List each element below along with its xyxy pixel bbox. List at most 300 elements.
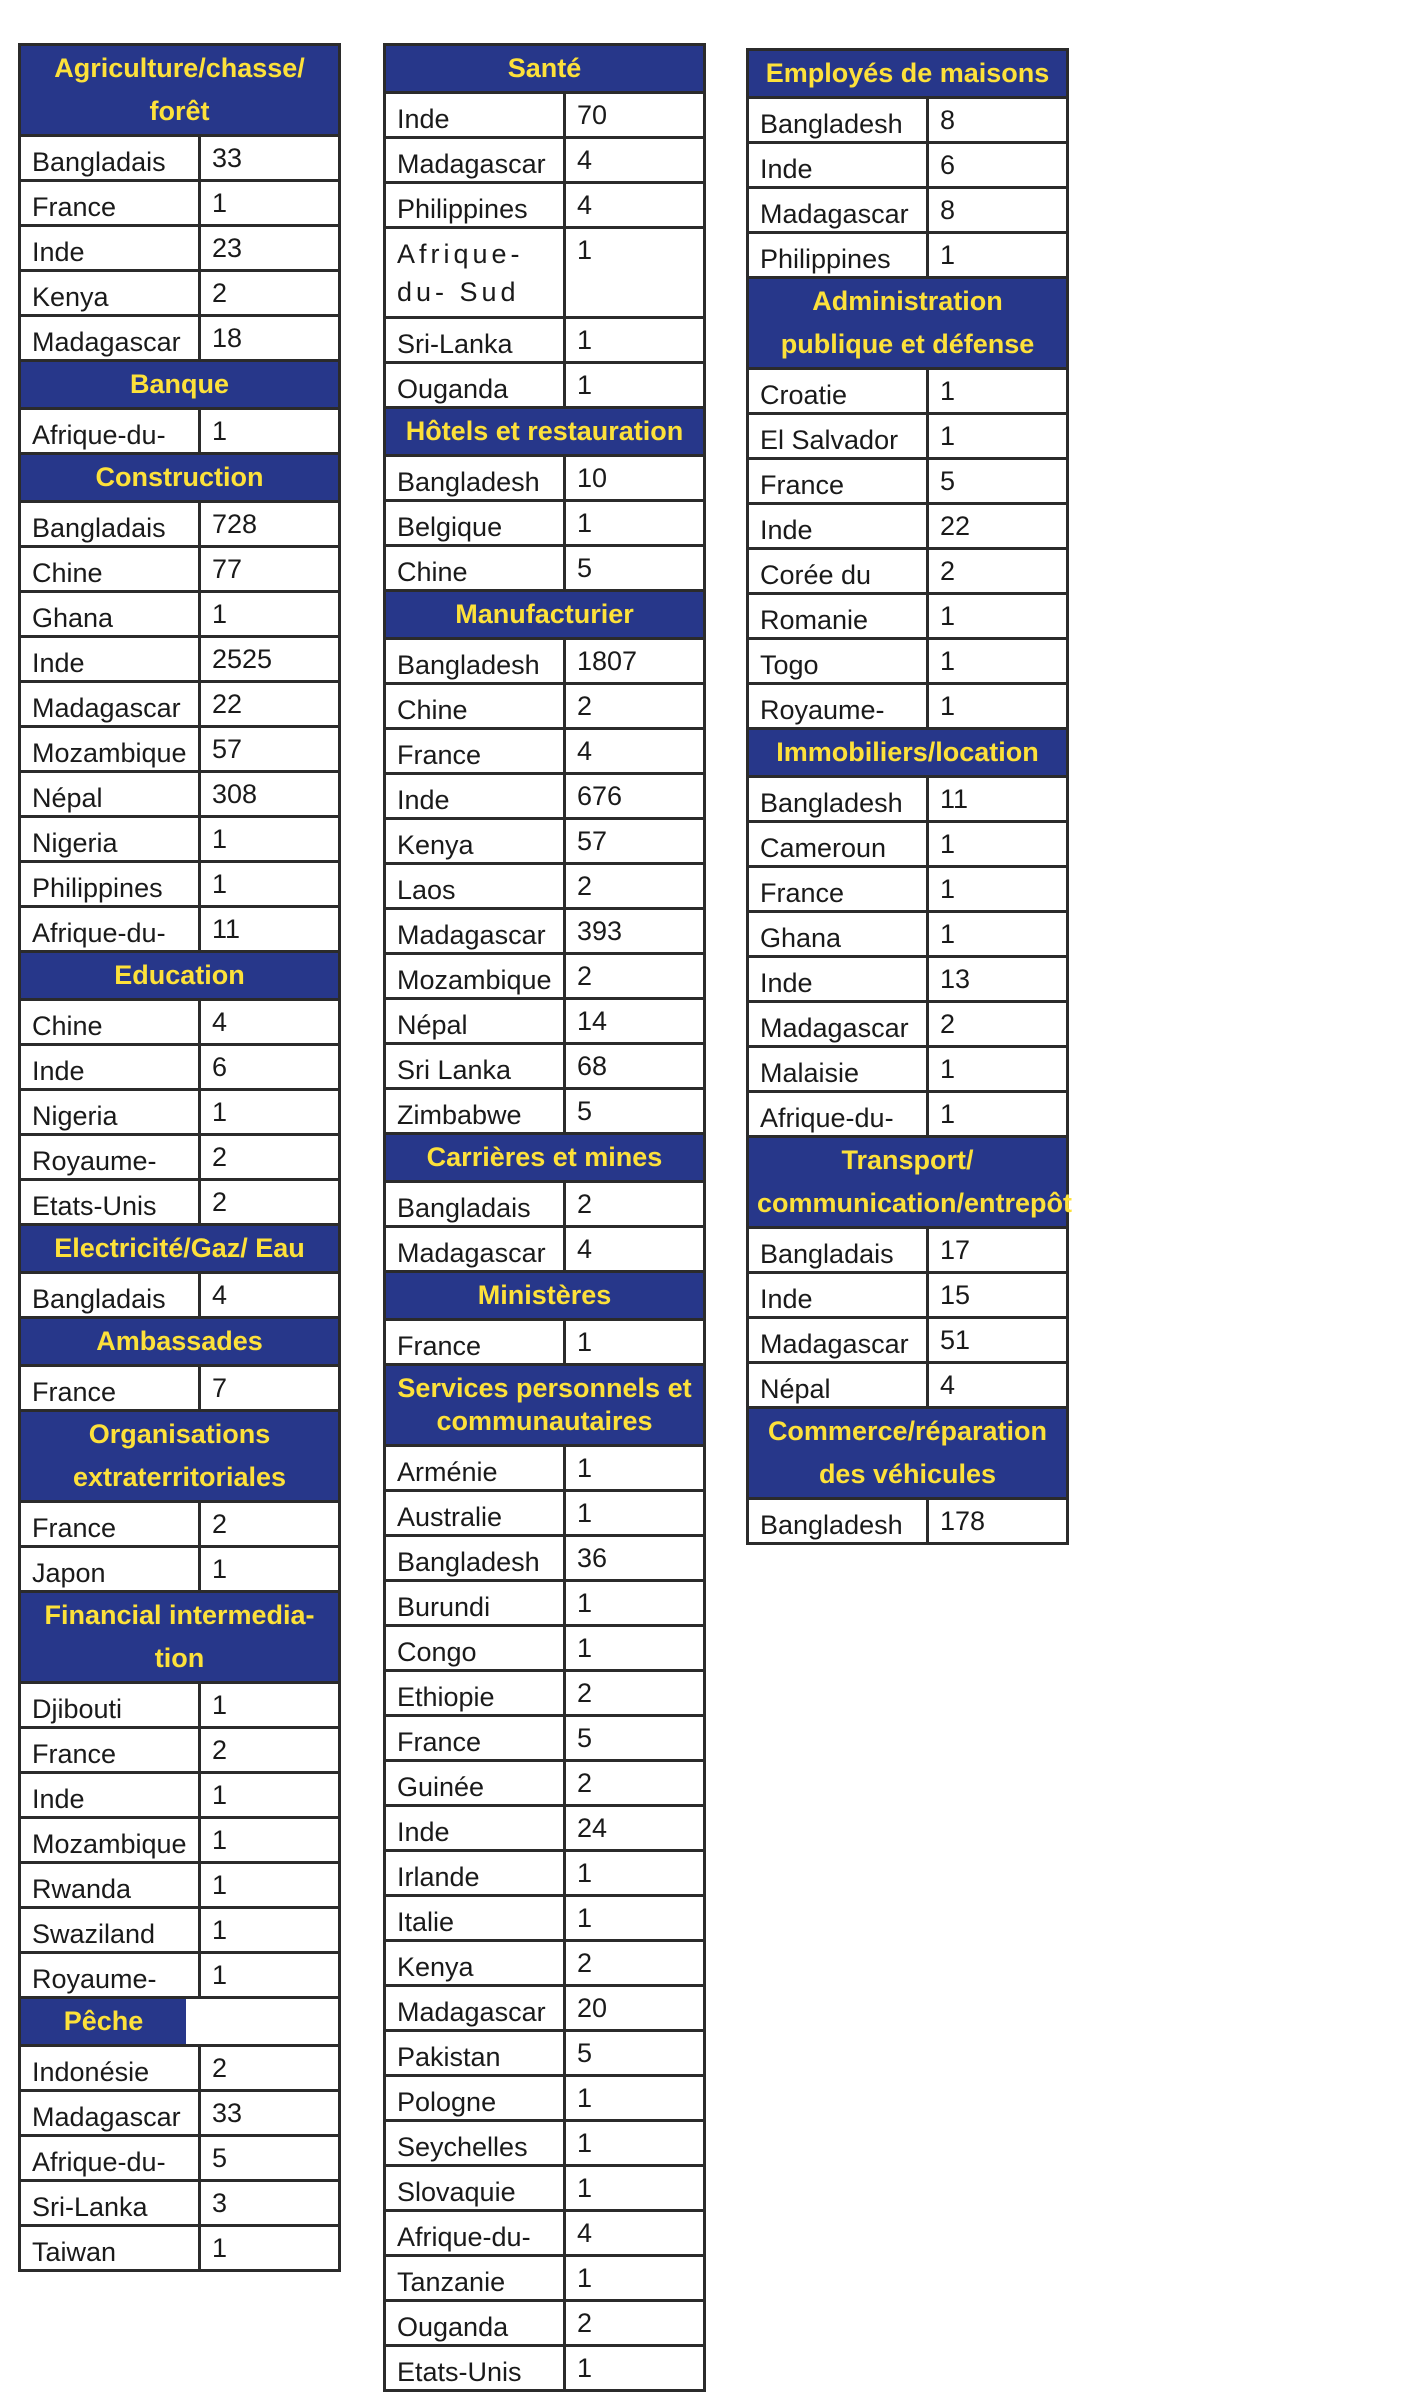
value-cell: 17 xyxy=(940,1235,971,1265)
table-row xyxy=(386,685,703,730)
value-cell: 4 xyxy=(212,1007,228,1037)
country-cell: Népal xyxy=(749,1364,929,1406)
table-column-2 xyxy=(383,43,706,2392)
table-row xyxy=(386,139,703,184)
value-cell: 1 xyxy=(577,2173,593,2203)
table-column-3 xyxy=(746,48,1073,1545)
country-cell: France xyxy=(386,730,566,772)
country-cell: Bangladesh xyxy=(749,1500,929,1542)
table-row xyxy=(21,908,338,953)
value-cell: 11 xyxy=(940,784,969,814)
country-cell: Seychelles xyxy=(386,2122,566,2164)
country-cell: Bangladesh xyxy=(386,1537,566,1579)
value-cell: 2 xyxy=(940,556,956,586)
value-cell: 2 xyxy=(940,1009,956,1039)
country-cell: Inde xyxy=(21,1774,201,1816)
table-row xyxy=(386,1228,703,1273)
country-cell: Zimbabwe xyxy=(386,1090,566,1132)
table-row xyxy=(749,415,1066,460)
table-row xyxy=(386,2077,703,2122)
value-cell: 4 xyxy=(940,1370,956,1400)
table-row xyxy=(386,184,703,229)
country-cell: Inde xyxy=(749,144,929,186)
table-row xyxy=(386,1852,703,1897)
table-row xyxy=(749,1003,1066,1048)
table-row xyxy=(21,227,338,272)
section-header: Electricité/Gaz/ Eau xyxy=(21,1226,338,1274)
table-row xyxy=(386,1090,703,1135)
country-cell: Madagascar xyxy=(386,1228,566,1270)
table-row xyxy=(21,1136,338,1181)
country-cell: Pologne xyxy=(386,2077,566,2119)
country-cell: Madagascar xyxy=(21,683,201,725)
country-cell: Inde xyxy=(21,1046,201,1088)
table-row xyxy=(386,94,703,139)
table-row xyxy=(749,595,1066,640)
country-cell: Inde xyxy=(386,94,566,136)
table-row xyxy=(386,1045,703,1090)
value-cell: 70 xyxy=(577,100,608,130)
value-cell: 18 xyxy=(212,323,243,353)
country-cell: Corée du xyxy=(749,550,929,592)
country-cell: Mozambique xyxy=(21,728,201,770)
table-row xyxy=(386,1942,703,1987)
table-row xyxy=(749,99,1066,144)
section-header: Construction xyxy=(21,455,338,503)
table-row xyxy=(21,1954,338,1999)
value-cell: 77 xyxy=(212,554,243,584)
value-cell: 2 xyxy=(212,1142,228,1172)
value-cell: 1 xyxy=(212,599,228,629)
value-cell: 2 xyxy=(577,691,593,721)
country-cell: Ouganda xyxy=(386,364,566,406)
country-cell: Mozambique xyxy=(386,955,566,997)
country-cell: Philippines xyxy=(749,234,929,276)
country-cell: Romanie xyxy=(749,595,929,637)
country-cell: Afrique-du- xyxy=(21,410,201,452)
country-cell: Bangladais xyxy=(21,137,201,179)
table-row xyxy=(21,1819,338,1864)
value-cell: 4 xyxy=(577,1234,593,1264)
country-cell: Nigeria xyxy=(21,1091,201,1133)
table-row xyxy=(386,730,703,775)
table-row xyxy=(386,1627,703,1672)
table-row xyxy=(386,640,703,685)
value-cell: 2 xyxy=(577,961,593,991)
value-cell: 5 xyxy=(212,2143,228,2173)
country-cell: Inde xyxy=(21,638,201,680)
value-cell: 1 xyxy=(577,325,593,355)
value-cell: 393 xyxy=(577,916,623,946)
table-row xyxy=(386,2167,703,2212)
table-row xyxy=(21,683,338,728)
country-cell: France xyxy=(386,1717,566,1759)
table-row xyxy=(749,823,1066,868)
value-cell: 1 xyxy=(212,1554,228,1584)
value-cell: 5 xyxy=(940,466,956,496)
table-row xyxy=(386,820,703,865)
country-cell: France xyxy=(749,460,929,502)
value-cell: 1 xyxy=(940,421,956,451)
table-row xyxy=(21,548,338,593)
value-cell: 1 xyxy=(940,240,956,270)
section-header: Manufacturier xyxy=(386,592,703,640)
table-row xyxy=(21,182,338,227)
section-header: Commerce/réparation des véhicules xyxy=(749,1409,1066,1500)
value-cell: 2 xyxy=(212,1187,228,1217)
country-cell: Laos xyxy=(386,865,566,907)
value-cell: 1 xyxy=(577,1858,593,1888)
value-cell: 1 xyxy=(212,1870,228,1900)
value-cell: 13 xyxy=(940,964,971,994)
country-cell: Afrique-du- xyxy=(21,908,201,950)
value-cell: 1 xyxy=(212,188,228,218)
table-row xyxy=(386,1321,703,1366)
value-cell: 1 xyxy=(212,869,228,899)
table-row xyxy=(21,2227,338,2269)
country-cell: Bangladais xyxy=(386,1183,566,1225)
value-cell: 2 xyxy=(577,1189,593,1219)
country-cell: Ouganda xyxy=(386,2302,566,2344)
section-header: Organisations extraterritoriales xyxy=(21,1412,338,1503)
country-cell: Afrique-du- xyxy=(749,1093,929,1135)
country-cell: Bangladesh xyxy=(386,457,566,499)
table-row xyxy=(386,1762,703,1807)
table-row xyxy=(21,1181,338,1226)
value-cell: 15 xyxy=(940,1280,971,1310)
table-row xyxy=(21,272,338,317)
country-cell: Népal xyxy=(21,773,201,815)
section-header: Services personnels et communautaires xyxy=(386,1366,703,1447)
table-row xyxy=(386,2032,703,2077)
country-cell: Inde xyxy=(749,1274,929,1316)
table-row xyxy=(21,863,338,908)
table-row xyxy=(21,818,338,863)
table-row xyxy=(21,1729,338,1774)
value-cell: 7 xyxy=(212,1373,228,1403)
section-header: Hôtels et restauration xyxy=(386,409,703,457)
country-cell: Djibouti xyxy=(21,1684,201,1726)
table-row xyxy=(21,1503,338,1548)
section-header: Santé xyxy=(386,46,703,94)
table-row xyxy=(386,2347,703,2389)
table-row xyxy=(386,1000,703,1045)
country-cell: Malaisie xyxy=(749,1048,929,1090)
country-cell: Nigeria xyxy=(21,818,201,860)
table-row xyxy=(386,955,703,1000)
section-header: Ministères xyxy=(386,1273,703,1321)
table-row xyxy=(386,1183,703,1228)
table-row xyxy=(386,2212,703,2257)
table-row xyxy=(386,775,703,820)
value-cell: 24 xyxy=(577,1813,608,1843)
value-cell: 23 xyxy=(212,233,243,263)
value-cell: 11 xyxy=(212,914,241,944)
value-cell: 1 xyxy=(577,1453,593,1483)
table-row xyxy=(386,319,703,364)
value-cell: 1 xyxy=(940,601,956,631)
value-cell: 4 xyxy=(577,736,593,766)
country-cell: Inde xyxy=(749,505,929,547)
value-cell: 1 xyxy=(577,1498,593,1528)
table-row xyxy=(21,2137,338,2182)
value-cell: 1 xyxy=(577,2353,593,2383)
country-cell: Belgique xyxy=(386,502,566,544)
country-cell: Bangladais xyxy=(21,503,201,545)
table-row xyxy=(21,137,338,182)
country-cell: France xyxy=(21,1503,201,1545)
country-cell: Pakistan xyxy=(386,2032,566,2074)
value-cell: 6 xyxy=(212,1052,228,1082)
table-row xyxy=(386,364,703,409)
table-row xyxy=(386,1717,703,1762)
country-cell: Chine xyxy=(21,1001,201,1043)
country-cell: Mozambique xyxy=(21,1819,201,1861)
value-cell: 51 xyxy=(940,1325,971,1355)
country-cell: Etats-Unis xyxy=(386,2347,566,2389)
value-cell: 22 xyxy=(940,511,971,541)
value-cell: 1 xyxy=(212,1690,228,1720)
value-cell: 8 xyxy=(940,105,956,135)
value-cell: 1 xyxy=(940,646,956,676)
country-cell: Sri Lanka xyxy=(386,1045,566,1087)
table-row xyxy=(386,1897,703,1942)
value-cell: 1 xyxy=(577,2083,593,2113)
country-cell: Inde xyxy=(749,958,929,1000)
value-cell: 1807 xyxy=(577,646,638,676)
value-cell: 57 xyxy=(577,826,608,856)
section-header: Pêche xyxy=(21,1999,186,2047)
value-cell: 1 xyxy=(212,1097,228,1127)
country-cell: Swaziland xyxy=(21,1909,201,1951)
table-row xyxy=(386,1582,703,1627)
country-cell: Inde xyxy=(21,227,201,269)
table-row xyxy=(21,1548,338,1593)
table-row xyxy=(21,1684,338,1729)
table-row xyxy=(749,550,1066,595)
value-cell: 5 xyxy=(577,2038,593,2068)
table-row xyxy=(386,502,703,547)
country-cell: Chine xyxy=(386,685,566,727)
table-row xyxy=(21,1046,338,1091)
table-row xyxy=(749,144,1066,189)
value-cell: 1 xyxy=(212,1960,228,1990)
section-header: Education xyxy=(21,953,338,1001)
value-cell: 676 xyxy=(577,781,623,811)
section-header: Carrières et mines xyxy=(386,1135,703,1183)
value-cell: 728 xyxy=(212,509,258,539)
section-header: Financial intermedia- tion xyxy=(21,1593,338,1684)
country-cell: France xyxy=(749,868,929,910)
value-cell: 1 xyxy=(212,416,228,446)
country-cell: Indonésie xyxy=(21,2047,201,2089)
value-cell: 1 xyxy=(940,1099,956,1129)
section-header: Agriculture/chasse/ forêt xyxy=(21,46,338,137)
section-header: Employés de maisons xyxy=(749,51,1066,99)
table-row xyxy=(386,1447,703,1492)
country-cell: France xyxy=(386,1321,566,1363)
country-cell: Tanzanie xyxy=(386,2257,566,2299)
table-row xyxy=(749,234,1066,279)
country-cell: Népal xyxy=(386,1000,566,1042)
value-cell: 1 xyxy=(577,2263,593,2293)
country-cell: Madagascar xyxy=(749,189,929,231)
country-cell: Madagascar xyxy=(21,2092,201,2134)
value-cell: 1 xyxy=(577,235,593,265)
country-cell: Taiwan xyxy=(21,2227,201,2269)
table-row xyxy=(21,1909,338,1954)
country-cell: Afrique-du- xyxy=(386,2212,566,2254)
value-cell: 1 xyxy=(212,1825,228,1855)
value-cell: 308 xyxy=(212,779,258,809)
value-cell: 33 xyxy=(212,143,243,173)
country-cell: Italie xyxy=(386,1897,566,1939)
table-row xyxy=(749,1319,1066,1364)
value-cell: 2 xyxy=(212,278,228,308)
country-cell: Congo xyxy=(386,1627,566,1669)
country-cell: Madagascar xyxy=(386,139,566,181)
table-row xyxy=(749,460,1066,505)
value-cell: 14 xyxy=(577,1006,608,1036)
country-cell: Royaume- xyxy=(749,685,929,727)
table-row xyxy=(386,547,703,592)
section-header: Administration publique et défense xyxy=(749,279,1066,370)
country-cell: Kenya xyxy=(386,820,566,862)
country-cell: Afrique-du- xyxy=(21,2137,201,2179)
country-cell: France xyxy=(21,1729,201,1771)
table-row xyxy=(386,1987,703,2032)
country-cell: Ghana xyxy=(749,913,929,955)
table-row xyxy=(21,1091,338,1136)
value-cell: 1 xyxy=(940,829,956,859)
value-cell: 6 xyxy=(940,150,956,180)
country-cell: Philippines xyxy=(21,863,201,905)
value-cell: 2 xyxy=(212,1509,228,1539)
section-header: Transport/ communication/entrepôt xyxy=(749,1138,1066,1229)
section-header: Immobiliers/location xyxy=(749,730,1066,778)
country-cell: Etats-Unis xyxy=(21,1181,201,1223)
table-row xyxy=(386,1807,703,1852)
country-cell: France xyxy=(21,182,201,224)
country-cell: Japon xyxy=(21,1548,201,1590)
country-cell: Chine xyxy=(21,548,201,590)
value-cell: 4 xyxy=(212,1280,228,1310)
table-row xyxy=(21,410,338,455)
country-cell: Togo xyxy=(749,640,929,682)
country-cell: El Salvador xyxy=(749,415,929,457)
value-cell: 36 xyxy=(577,1543,608,1573)
value-cell: 1 xyxy=(940,376,956,406)
value-cell: 2 xyxy=(212,2053,228,2083)
value-cell: 5 xyxy=(577,1723,593,1753)
table-row xyxy=(749,913,1066,958)
table-row xyxy=(386,1537,703,1582)
table-row xyxy=(749,505,1066,550)
value-cell: 5 xyxy=(577,1096,593,1126)
value-cell: 2525 xyxy=(212,644,273,674)
country-cell: Bangladesh xyxy=(749,778,929,820)
value-cell: 3 xyxy=(212,2188,228,2218)
value-cell: 1 xyxy=(577,1327,593,1357)
country-cell: Arménie xyxy=(386,1447,566,1489)
value-cell: 1 xyxy=(577,2128,593,2158)
value-cell: 2 xyxy=(577,871,593,901)
table-row xyxy=(749,1274,1066,1319)
value-cell: 33 xyxy=(212,2098,243,2128)
table-row xyxy=(21,1274,338,1319)
value-cell: 1 xyxy=(577,1903,593,1933)
country-cell: Sri-Lanka xyxy=(21,2182,201,2224)
value-cell: 2 xyxy=(212,1735,228,1765)
value-cell: 4 xyxy=(577,190,593,220)
value-cell: 5 xyxy=(577,553,593,583)
table-row xyxy=(386,1672,703,1717)
country-cell: Slovaquie xyxy=(386,2167,566,2209)
country-cell: Inde xyxy=(386,775,566,817)
country-cell: Irlande xyxy=(386,1852,566,1894)
country-cell: Rwanda xyxy=(21,1864,201,1906)
table-row xyxy=(386,910,703,955)
value-cell: 1 xyxy=(577,508,593,538)
table-row xyxy=(749,685,1066,730)
table-row xyxy=(749,1229,1066,1274)
table-row xyxy=(749,1364,1066,1409)
country-cell: Madagascar xyxy=(386,910,566,952)
table-row xyxy=(386,457,703,502)
value-cell: 1 xyxy=(940,1054,956,1084)
country-cell: Madagascar xyxy=(386,1987,566,2029)
value-cell: 1 xyxy=(212,824,228,854)
value-cell: 1 xyxy=(212,2233,228,2263)
value-cell: 2 xyxy=(577,1948,593,1978)
country-cell: Afrique-du- Sud xyxy=(386,229,566,316)
country-cell: Royaume- xyxy=(21,1954,201,1996)
country-cell: Cameroun xyxy=(749,823,929,865)
country-cell: Bangladesh xyxy=(386,640,566,682)
table-row xyxy=(21,1774,338,1819)
country-cell: Chine xyxy=(386,547,566,589)
table-row xyxy=(749,1093,1066,1138)
table-row xyxy=(386,2257,703,2302)
table-row xyxy=(21,593,338,638)
table-row xyxy=(386,1492,703,1537)
country-cell: Bangladais xyxy=(749,1229,929,1271)
table-row xyxy=(21,2182,338,2227)
table-column-1 xyxy=(18,43,341,2272)
country-cell: Sri-Lanka xyxy=(386,319,566,361)
country-cell: France xyxy=(21,1367,201,1409)
table-row xyxy=(21,1367,338,1412)
country-cell: Philippines xyxy=(386,184,566,226)
value-cell: 1 xyxy=(212,1780,228,1810)
table-row xyxy=(21,773,338,818)
table-row xyxy=(749,1500,1066,1542)
value-cell: 22 xyxy=(212,689,243,719)
value-cell: 2 xyxy=(577,2308,593,2338)
table-row xyxy=(386,2302,703,2347)
table-row xyxy=(21,503,338,548)
table-row xyxy=(21,317,338,362)
value-cell: 4 xyxy=(577,2218,593,2248)
table-row xyxy=(749,640,1066,685)
value-cell: 1 xyxy=(577,1588,593,1618)
country-cell: Bangladais xyxy=(21,1274,201,1316)
value-cell: 20 xyxy=(577,1993,608,2023)
table-row xyxy=(749,189,1066,234)
section-header: Ambassades xyxy=(21,1319,338,1367)
country-cell: Burundi xyxy=(386,1582,566,1624)
table-row xyxy=(21,728,338,773)
